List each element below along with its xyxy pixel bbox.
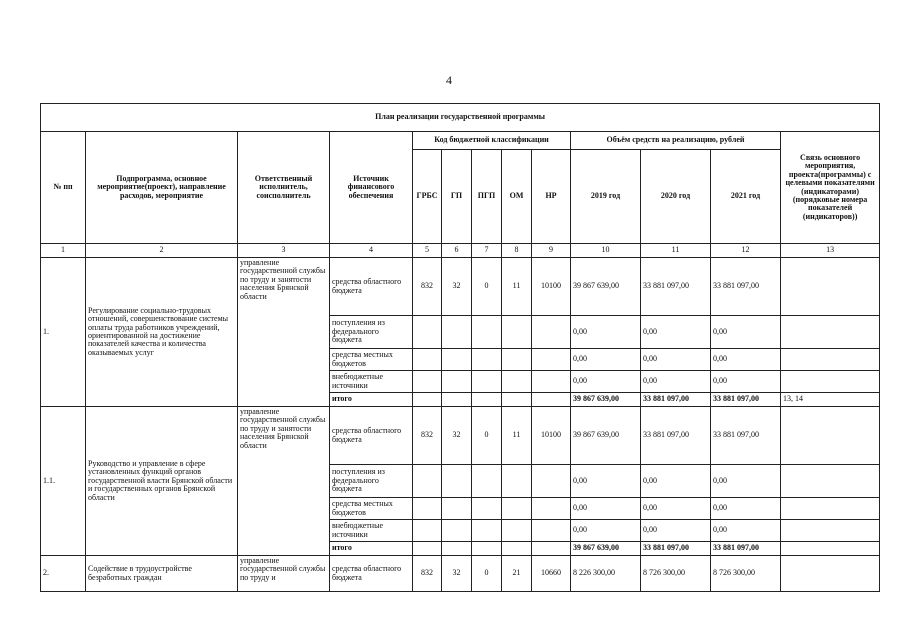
cell-gp (442, 371, 472, 393)
cell-y2019: 8 226 300,00 (571, 556, 641, 592)
cell-link (781, 316, 880, 349)
cell-y2019: 39 867 639,00 (571, 407, 641, 465)
cell-link (781, 465, 880, 498)
cell-y2020: 0,00 (641, 498, 711, 520)
cell-link (781, 542, 880, 556)
cell-pgp (472, 393, 502, 407)
cell-np (532, 316, 571, 349)
cell-np (532, 542, 571, 556)
header-gp: ГП (442, 150, 472, 244)
table-caption: План реализации государственной программы (41, 104, 880, 132)
cell-om (502, 542, 532, 556)
cell-y2019: 0,00 (571, 465, 641, 498)
cell-link (781, 349, 880, 371)
responsible-executor: управление государственной службы по труду и занятости населения Брянской области (238, 407, 330, 556)
cell-grbs (413, 393, 442, 407)
measure-name: Содействие в трудоустройстве безработных граждан (86, 556, 238, 592)
cell-grbs (413, 498, 442, 520)
table-row (41, 258, 880, 316)
responsible-executor: управление государственной службы по труду и занятости населения Брянской области (238, 258, 330, 407)
measure-name: Регулирование социально-трудовых отношений, совершенствование системы оплаты труда работников учреждений, ориентированной на достижение показателей качества и количества оказываемых услуг (86, 258, 238, 407)
cell-om (502, 393, 532, 407)
cell-y2019: 0,00 (571, 520, 641, 542)
cell-np (532, 393, 571, 407)
cell-np: 10100 (532, 407, 571, 465)
column-number: 9 (532, 244, 571, 258)
table-row (41, 556, 880, 592)
cell-grbs (413, 542, 442, 556)
header-num: № пп (41, 132, 86, 244)
cell-gp (442, 349, 472, 371)
cell-grbs (413, 520, 442, 542)
responsible-executor: управление государственной службы по труду и (238, 556, 330, 592)
cell-y2020: 8 726 300,00 (641, 556, 711, 592)
cell-y2021: 0,00 (711, 371, 781, 393)
header-np: НР (532, 150, 571, 244)
header-link: Связь основного мероприятия, проекта(программы) с целевыми показателями (индикаторами) (порядковые номера показателей (индикаторов)) (781, 132, 880, 244)
funding-source: средства местных бюджетов (330, 498, 413, 520)
cell-gp (442, 542, 472, 556)
cell-y2019: 39 867 639,00 (571, 542, 641, 556)
cell-gp (442, 465, 472, 498)
cell-grbs (413, 316, 442, 349)
cell-y2021: 33 881 097,00 (711, 407, 781, 465)
funding-source: средства областного бюджета (330, 258, 413, 316)
cell-link (781, 258, 880, 316)
column-number: 2 (86, 244, 238, 258)
column-number: 13 (781, 244, 880, 258)
header-funds: Объём средств на реализацию, рублей (571, 132, 781, 150)
cell-y2021: 0,00 (711, 316, 781, 349)
cell-grbs: 832 (413, 258, 442, 316)
cell-y2020: 33 881 097,00 (641, 407, 711, 465)
cell-pgp (472, 498, 502, 520)
cell-y2021: 0,00 (711, 465, 781, 498)
cell-link (781, 407, 880, 465)
cell-y2019: 39 867 639,00 (571, 393, 641, 407)
cell-y2019: 0,00 (571, 371, 641, 393)
plan-table (40, 103, 880, 592)
cell-om: 11 (502, 407, 532, 465)
cell-y2021: 0,00 (711, 498, 781, 520)
header-om: ОМ (502, 150, 532, 244)
measure-name: Руководство и управление в сфере установленных функций органов государственной власти Брянской области и государственных органов Брянской области (86, 407, 238, 556)
cell-gp: 32 (442, 556, 472, 592)
cell-pgp (472, 371, 502, 393)
cell-np: 10100 (532, 258, 571, 316)
row-number: 2. (41, 556, 86, 592)
cell-y2021: 33 881 097,00 (711, 258, 781, 316)
cell-pgp (472, 316, 502, 349)
cell-om (502, 498, 532, 520)
funding-source: внебюджетные источники (330, 520, 413, 542)
row-number: 1. (41, 258, 86, 407)
cell-np (532, 465, 571, 498)
funding-source: поступления из федерального бюджета (330, 465, 413, 498)
cell-gp (442, 316, 472, 349)
cell-pgp: 0 (472, 258, 502, 316)
header-subprogram: Подпрограмма, основное мероприятие(проект), направление расходов, мероприятие (86, 132, 238, 244)
cell-link (781, 498, 880, 520)
cell-y2020: 33 881 097,00 (641, 258, 711, 316)
cell-om: 21 (502, 556, 532, 592)
cell-link: 13, 14 (781, 393, 880, 407)
cell-grbs: 832 (413, 407, 442, 465)
cell-om: 11 (502, 258, 532, 316)
cell-y2019: 0,00 (571, 349, 641, 371)
table-row (41, 407, 880, 465)
funding-source: внебюджетные источники (330, 371, 413, 393)
cell-om (502, 349, 532, 371)
cell-gp (442, 393, 472, 407)
column-number: 12 (711, 244, 781, 258)
cell-y2020: 0,00 (641, 316, 711, 349)
column-number: 10 (571, 244, 641, 258)
funding-source: итого (330, 542, 413, 556)
cell-y2020: 0,00 (641, 371, 711, 393)
cell-y2021: 0,00 (711, 349, 781, 371)
cell-om (502, 316, 532, 349)
cell-om (502, 371, 532, 393)
cell-link (781, 371, 880, 393)
column-number: 4 (330, 244, 413, 258)
column-numbers-row (41, 244, 880, 258)
funding-source: средства местных бюджетов (330, 349, 413, 371)
row-number: 1.1. (41, 407, 86, 556)
cell-link (781, 556, 880, 592)
cell-np (532, 498, 571, 520)
cell-np: 10660 (532, 556, 571, 592)
column-number: 8 (502, 244, 532, 258)
cell-om (502, 465, 532, 498)
funding-source: итого (330, 393, 413, 407)
cell-link (781, 520, 880, 542)
cell-y2021: 8 726 300,00 (711, 556, 781, 592)
funding-source: средства областного бюджета (330, 556, 413, 592)
cell-y2020: 33 881 097,00 (641, 542, 711, 556)
cell-np (532, 349, 571, 371)
cell-y2020: 33 881 097,00 (641, 393, 711, 407)
column-number: 1 (41, 244, 86, 258)
cell-y2021: 33 881 097,00 (711, 393, 781, 407)
cell-y2020: 0,00 (641, 349, 711, 371)
column-number: 3 (238, 244, 330, 258)
cell-y2019: 0,00 (571, 316, 641, 349)
header-2020: 2020 год (641, 150, 711, 244)
page-number: 4 (446, 73, 452, 87)
cell-gp (442, 498, 472, 520)
cell-grbs (413, 349, 442, 371)
header-responsible: Ответственный исполнитель, соисполнитель (238, 132, 330, 244)
column-number: 6 (442, 244, 472, 258)
cell-y2019: 39 867 639,00 (571, 258, 641, 316)
header-source: Источник финансового обеспечения (330, 132, 413, 244)
header-2019: 2019 год (571, 150, 641, 244)
cell-pgp (472, 349, 502, 371)
cell-y2020: 0,00 (641, 520, 711, 542)
header-pgp: ПГП (472, 150, 502, 244)
cell-np (532, 371, 571, 393)
cell-om (502, 520, 532, 542)
cell-pgp (472, 465, 502, 498)
cell-gp: 32 (442, 407, 472, 465)
funding-source: поступления из федерального бюджета (330, 316, 413, 349)
funding-source: средства областного бюджета (330, 407, 413, 465)
column-number: 5 (413, 244, 442, 258)
cell-y2021: 33 881 097,00 (711, 542, 781, 556)
cell-y2021: 0,00 (711, 520, 781, 542)
cell-gp (442, 520, 472, 542)
cell-grbs (413, 371, 442, 393)
header-budget-code: Код бюджетной классификации (413, 132, 571, 150)
cell-np (532, 520, 571, 542)
column-number: 7 (472, 244, 502, 258)
header-2021: 2021 год (711, 150, 781, 244)
cell-y2019: 0,00 (571, 498, 641, 520)
column-number: 11 (641, 244, 711, 258)
cell-grbs (413, 465, 442, 498)
header-grbs: ГРБС (413, 150, 442, 244)
cell-pgp: 0 (472, 556, 502, 592)
cell-y2020: 0,00 (641, 465, 711, 498)
cell-grbs: 832 (413, 556, 442, 592)
cell-pgp (472, 542, 502, 556)
cell-pgp: 0 (472, 407, 502, 465)
cell-gp: 32 (442, 258, 472, 316)
cell-pgp (472, 520, 502, 542)
